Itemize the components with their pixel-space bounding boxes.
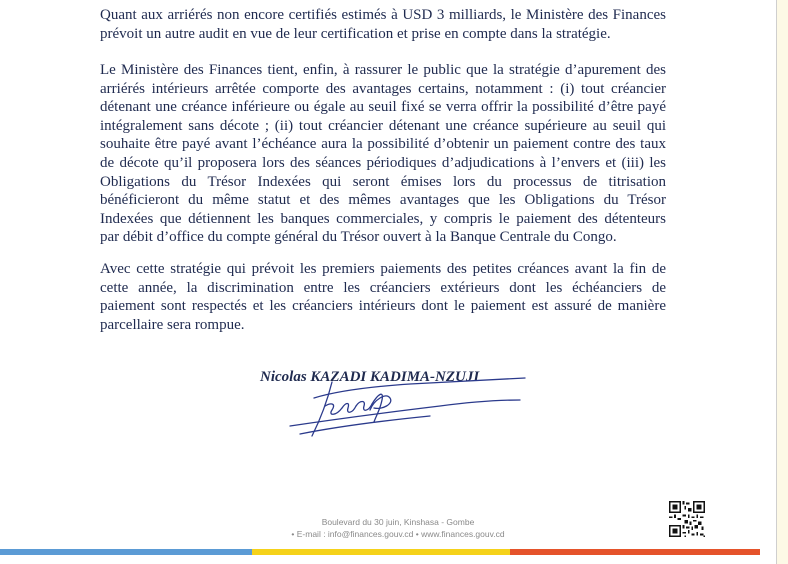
text-line: paiement sont respectés et les créanciers intérieurs dont le paiement est assuré de manière xyxy=(100,298,666,315)
text-line: Avec cette stratégie qui prévoit les premiers paiements des petites créances avant la fin de xyxy=(100,261,666,277)
address-line: Boulevard du 30 juin, Kinshasa - Gombe xyxy=(321,517,475,527)
text-line: souhaite être payé avant l’échéance aura la possibilité d’obtenir un paiement contre des taux xyxy=(100,136,666,153)
flag-stripe-red xyxy=(510,549,760,555)
text-line: Obligations du Trésor Indexées qui seront émises lors du processus de titrisation xyxy=(100,173,666,190)
text-line: par débit d’office du compte général du Trésor ouvert à la Banque Centrale du Congo. xyxy=(100,229,617,246)
text-line: détenant une créance inférieure ou égale au seuil fixé se verra offrir la possibilité d’être payé xyxy=(100,99,666,116)
viewer-margin xyxy=(777,0,788,564)
paragraph-conclusion xyxy=(100,260,666,334)
signatory-name: Nicolas KAZADI KADIMA-NZUJI xyxy=(260,369,480,385)
text-line: intégralement sans décote ; (ii) tout créancier détenant une créance supérieure au seuil qui xyxy=(100,117,666,134)
text-line: arriérés intérieurs arrêtée comporte des avantages certains, notamment : (i) tout créancier xyxy=(100,80,666,97)
contact-line: • E-mail : info@finances.gouv.cd • www.finances.gouv.cd xyxy=(291,529,505,539)
handwritten-signature xyxy=(270,376,540,446)
flag-stripe-yellow xyxy=(252,549,510,555)
paragraph-arrears-audit xyxy=(100,6,666,43)
text-line: Indexées que détiennent les banques commerciales, y compris le paiement des détenteurs xyxy=(100,210,666,227)
paragraph-strategy-advantages xyxy=(100,61,666,247)
text-line: parcellaire sera rompue. xyxy=(100,316,245,333)
text-line: Le Ministère des Finances tient, enfin, à rassurer le public que la stratégie d’apurement des xyxy=(100,62,666,78)
text-line: prévoit un autre audit en vue de leur certification et prise en compte dans la stratégie. xyxy=(100,25,611,42)
text-line: bénéficieront du même statut et des mêmes avantages que les Obligations du Trésor xyxy=(100,192,666,209)
text-line: de décote qu’il proposera lors des séances périodiques d’adjudications à l’envers et (iii) les xyxy=(100,154,666,171)
text-line: Quant aux arriérés non encore certifiés estimés à USD 3 milliards, le Ministère des Finances xyxy=(100,7,666,23)
qr-code-icon xyxy=(669,501,705,537)
text-line: cette année, la discrimination entre les créanciers extérieurs dont les échéanciers de xyxy=(100,279,666,296)
flag-stripe-blue xyxy=(0,549,252,555)
footer-address xyxy=(278,516,518,540)
